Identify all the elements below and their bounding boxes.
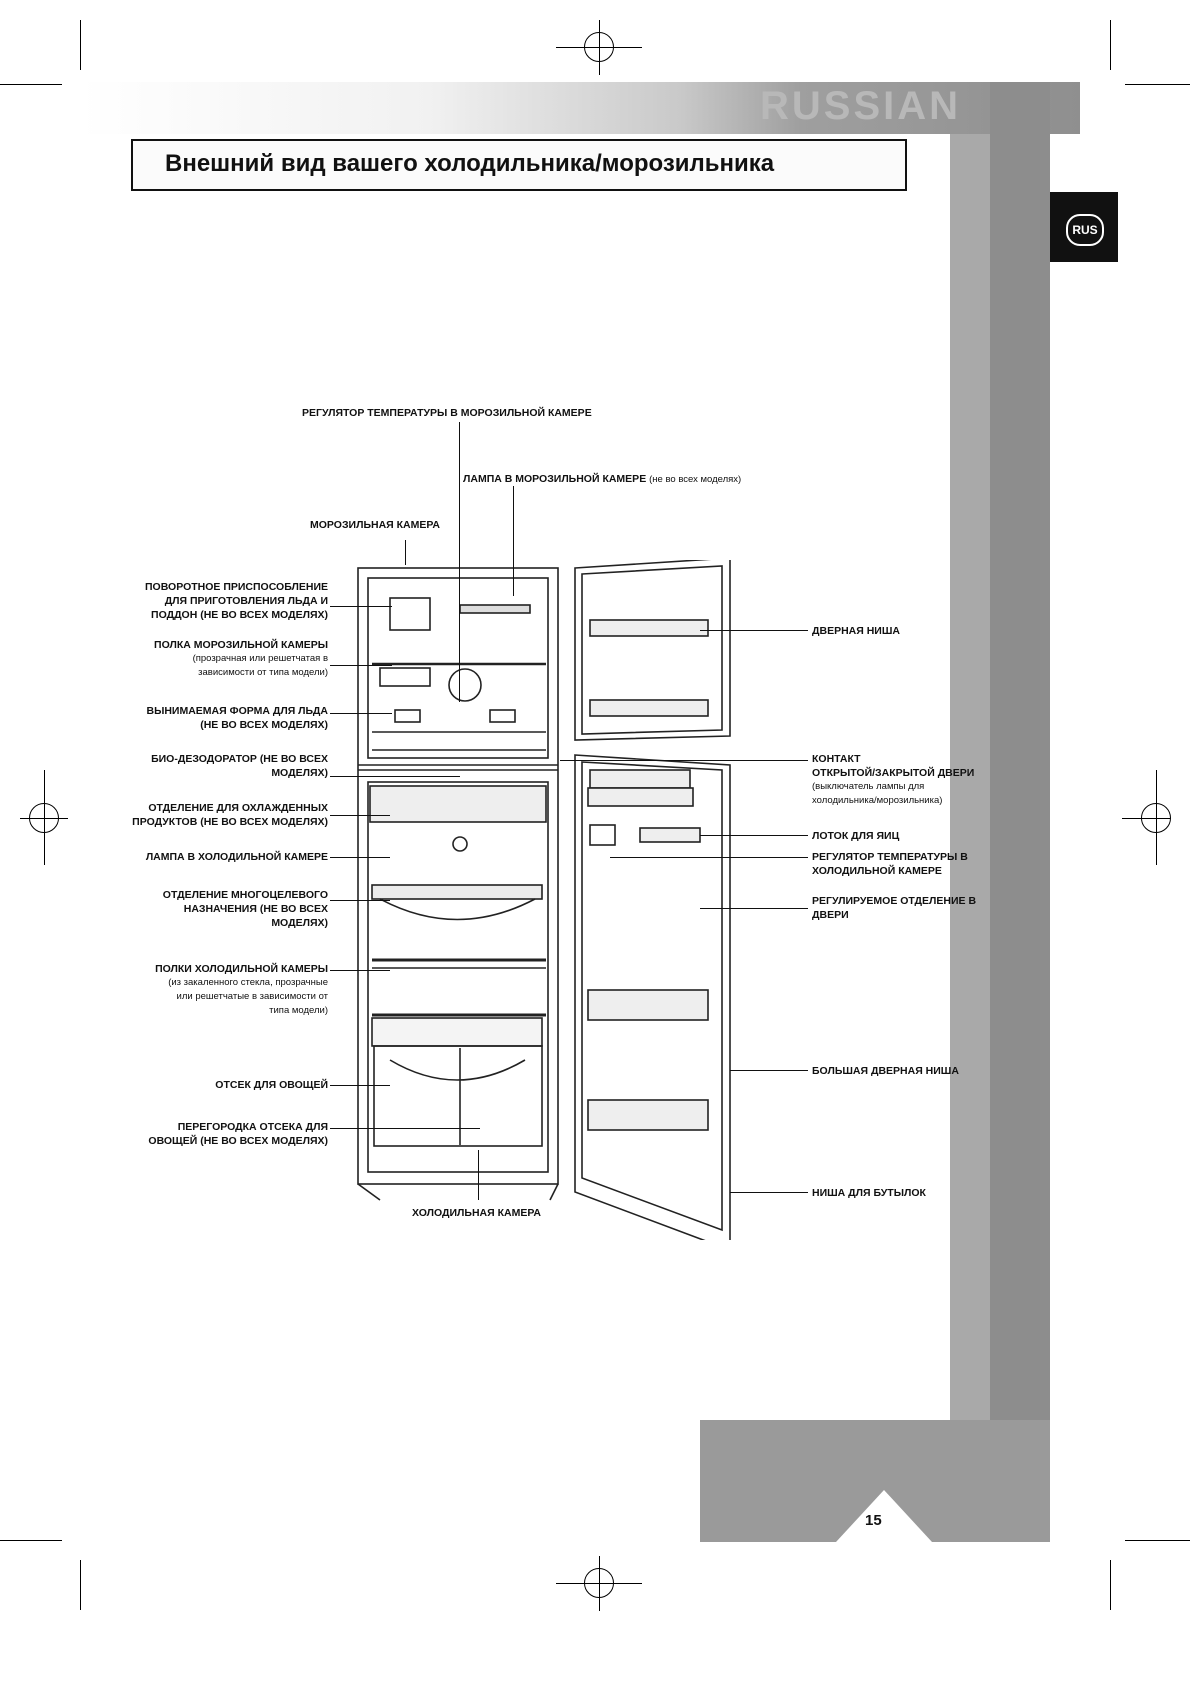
registration-mark: [1156, 770, 1157, 865]
leader-line: [330, 857, 390, 858]
page-number: 15: [865, 1512, 882, 1529]
large-door-bin: [588, 990, 708, 1020]
cabinet-outline: [358, 568, 558, 1184]
crop-mark: [80, 20, 81, 70]
leader-line: [330, 713, 392, 714]
registration-mark: [599, 20, 600, 75]
crop-mark: [1125, 84, 1190, 85]
bottle-bin: [588, 1100, 708, 1130]
leader-line: [730, 1070, 808, 1071]
label-deodorizer: БИО-ДЕЗОДОРАТОР (НЕ ВО ВСЕХ МОДЕЛЯХ): [151, 753, 328, 779]
crop-mark: [80, 1560, 81, 1610]
crop-mark: [1110, 1560, 1111, 1610]
label-fridge-temp-regulator: РЕГУЛЯТОР ТЕМПЕРАТУРЫ В ХОЛОДИЛЬНОЙ КАМЕРЕ: [812, 851, 968, 877]
vegetable-drawer: [374, 1046, 542, 1146]
leader-line: [610, 857, 808, 858]
fridge-interior: [368, 782, 548, 1172]
label-ice-maker: ПОВОРОТНОЕ ПРИСПОСОБЛЕНИЕ ДЛЯ ПРИГОТОВЛЕНИЯ ЛЬДА И ПОДДОН (НЕ ВО ВСЕХ МОДЕЛЯХ): [145, 581, 328, 621]
leader-line: [330, 606, 392, 607]
label-vegetable-drawer: ОТСЕК ДЛЯ ОВОЩЕЙ: [215, 1079, 328, 1091]
leader-line: [405, 540, 406, 565]
registration-mark: [44, 770, 45, 865]
fridge-temp-knob: [590, 825, 615, 845]
registration-mark: [1122, 818, 1170, 819]
freezer-fan: [449, 669, 481, 701]
adjustable-door-bin: [640, 828, 700, 842]
leader-line: [560, 760, 808, 761]
crop-mark: [0, 84, 62, 85]
leader-line: [330, 1128, 480, 1129]
leader-line: [330, 1085, 390, 1086]
label-freezer-temp-regulator: РЕГУЛЯТОР ТЕМПЕРАТУРЫ В МОРОЗИЛЬНОЙ КАМЕРЕ: [302, 407, 592, 419]
registration-mark: [599, 1556, 600, 1611]
page-number-tab: [836, 1490, 932, 1542]
leader-line: [478, 1150, 479, 1200]
label-ice-tray: ВЫНИМАЕМАЯ ФОРМА ДЛЯ ЛЬДА (НЕ ВО ВСЕХ МОДЕЛЯХ): [146, 705, 328, 731]
label-vegetable-divider: ПЕРЕГОРОДКА ОТСЕКА ДЛЯ ОВОЩЕЙ (НЕ ВО ВСЕХ МОДЕЛЯХ): [148, 1121, 328, 1147]
label-freezer-lamp: ЛАМПА В МОРОЗИЛЬНОЙ КАМЕРЕ (не во всех моделях): [463, 473, 742, 485]
label-freezer-compartment: МОРОЗИЛЬНАЯ КАМЕРА: [310, 519, 441, 531]
freezer-door-bin: [590, 620, 708, 636]
language-label: RUSSIAN: [760, 84, 962, 128]
side-band-dark: [990, 82, 1050, 1542]
label-fridge-shelves: ПОЛКИ ХОЛОДИЛЬНОЙ КАМЕРЫ (из закаленного стекла, прозрачные или решетчатые в зависимости от типа модели): [155, 963, 328, 1016]
label-door-switch: КОНТАКТ ОТКРЫТОЙ/ЗАКРЫТОЙ ДВЕРИ (выключатель лампы для холодильника/морозильника): [812, 753, 975, 806]
label-freezer-shelf: ПОЛКА МОРОЗИЛЬНОЙ КАМЕРЫ (прозрачная или решетчатая в зависимости от типа модели): [154, 639, 328, 678]
leader-line: [330, 815, 390, 816]
leader-line: [330, 970, 390, 971]
label-bottle-bin: НИША ДЛЯ БУТЫЛОК: [812, 1187, 926, 1199]
label-fridge-lamp: ЛАМПА В ХОЛОДИЛЬНОЙ КАМЕРЕ: [145, 851, 328, 863]
leader-line: [700, 908, 808, 909]
egg-tray: [590, 770, 690, 788]
label-chilled-compartment: ОТДЕЛЕНИЕ ДЛЯ ОХЛАЖДЕННЫХ ПРОДУКТОВ (НЕ ВО ВСЕХ МОДЕЛЯХ): [132, 802, 328, 828]
leader-line: [700, 835, 808, 836]
label-door-bin: ДВЕРНАЯ НИША: [812, 625, 900, 637]
crop-mark: [1110, 20, 1111, 70]
leader-line: [513, 486, 514, 596]
label-egg-tray: ЛОТОК ДЛЯ ЯИЦ: [812, 830, 900, 842]
language-badge: RUS: [1066, 214, 1104, 246]
crop-mark: [0, 1540, 62, 1541]
leader-line: [459, 422, 460, 702]
label-large-door-bin: БОЛЬШАЯ ДВЕРНАЯ НИША: [812, 1065, 959, 1077]
chilled-compartment: [370, 786, 546, 822]
leader-line: [700, 630, 808, 631]
side-band-light: [950, 134, 995, 1542]
leader-line: [330, 776, 460, 777]
leader-line: [730, 1192, 808, 1193]
label-adjustable-door-bin: РЕГУЛИРУЕМОЕ ОТДЕЛЕНИЕ В ДВЕРИ: [812, 895, 977, 921]
crop-mark: [1125, 1540, 1190, 1541]
label-multi-compartment: ОТДЕЛЕНИЕ МНОГОЦЕЛЕВОГО НАЗНАЧЕНИЯ (НЕ ВО ВСЕХ МОДЕЛЯХ): [162, 889, 328, 929]
page-title: Внешний вид вашего холодильника/морозильника: [165, 150, 775, 177]
leader-line: [330, 665, 392, 666]
multi-compartment: [372, 885, 542, 899]
ice-maker: [390, 598, 430, 630]
leader-line: [330, 900, 390, 901]
label-fridge-compartment: ХОЛОДИЛЬНАЯ КАМЕРА: [412, 1207, 542, 1219]
refrigerator-illustration: [350, 560, 790, 1240]
